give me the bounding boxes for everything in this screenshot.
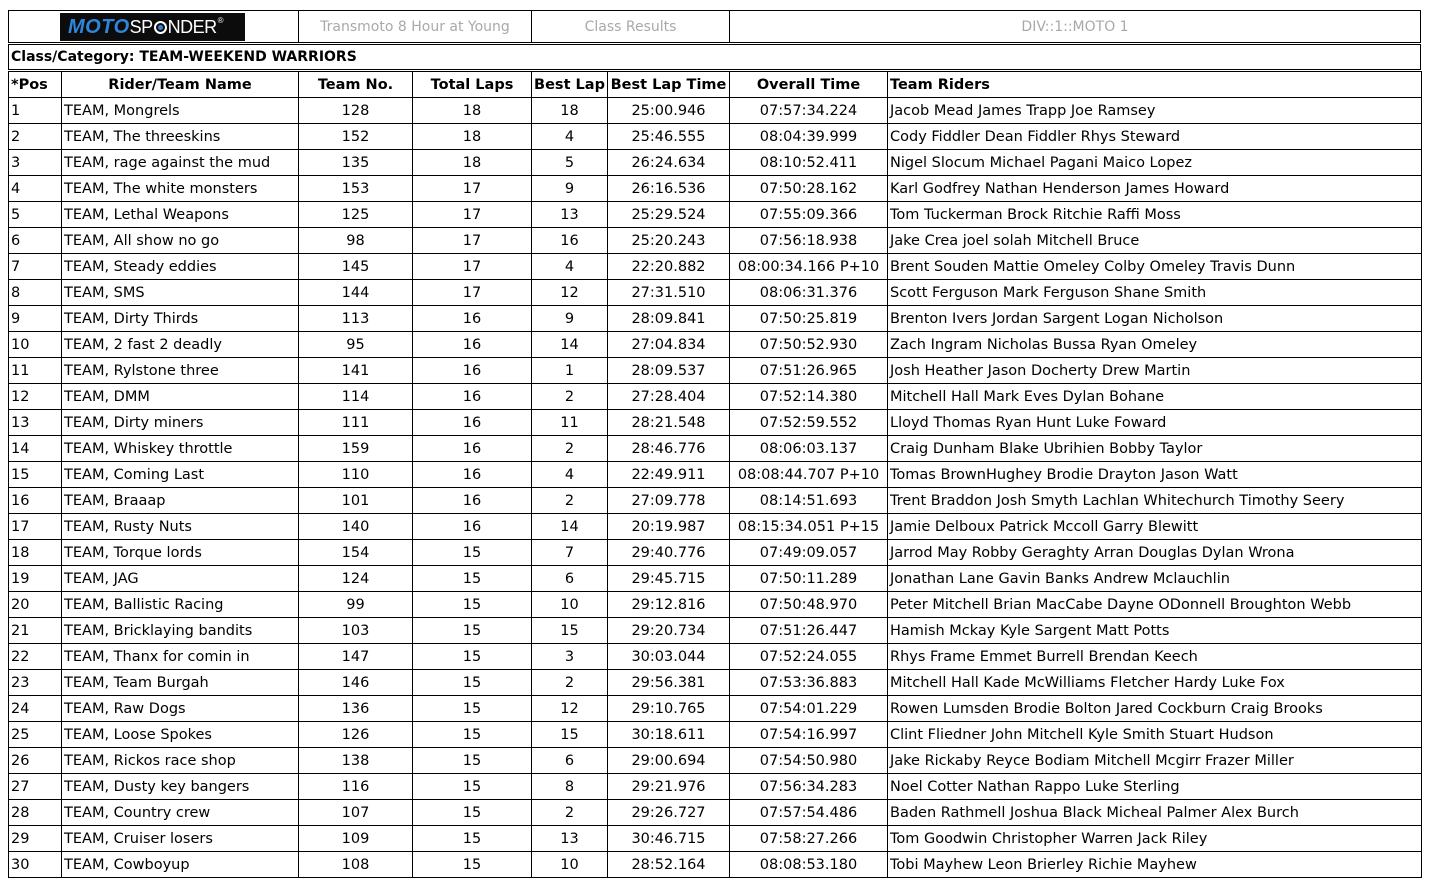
cell-total-laps: 17 [413, 176, 532, 202]
cell-team-riders: Nigel Slocum Michael Pagani Maico Lopez [888, 150, 1422, 176]
cell-team-name: TEAM, JAG [62, 566, 299, 592]
cell-best-lap: 4 [532, 462, 608, 488]
cell-total-laps: 17 [413, 202, 532, 228]
table-row [9, 410, 1422, 436]
cell-overall-time: 08:08:44.707 P+10 [730, 462, 888, 488]
cell-best-lap-time: 29:00.694 [608, 748, 730, 774]
cell-pos: 17 [9, 514, 62, 540]
cell-best-lap-time: 27:09.778 [608, 488, 730, 514]
cell-overall-time: 07:50:52.930 [730, 332, 888, 358]
cell-total-laps: 15 [413, 696, 532, 722]
cell-overall-time: 07:50:25.819 [730, 306, 888, 332]
cell-best-lap: 5 [532, 150, 608, 176]
table-row [9, 722, 1422, 748]
cell-overall-time: 07:50:11.289 [730, 566, 888, 592]
cell-best-lap-time: 30:46.715 [608, 826, 730, 852]
table-row [9, 852, 1422, 878]
division-label: DIV::1::MOTO 1 [1021, 18, 1129, 35]
cell-best-lap: 15 [532, 618, 608, 644]
cell-team-no: 103 [299, 618, 413, 644]
cell-team-name: TEAM, Coming Last [62, 462, 299, 488]
cell-total-laps: 15 [413, 722, 532, 748]
col-header-total-laps: Total Laps [413, 72, 532, 98]
cell-team-no: 152 [299, 124, 413, 150]
cell-team-riders: Trent Braddon Josh Smyth Lachlan Whitechurch Timothy Seery [888, 488, 1422, 514]
table-row [9, 254, 1422, 280]
cell-best-lap-time: 30:18.611 [608, 722, 730, 748]
cell-total-laps: 15 [413, 800, 532, 826]
cell-best-lap: 14 [532, 332, 608, 358]
cell-team-riders: Peter Mitchell Brian MacCabe Dayne ODonnell Broughton Webb [888, 592, 1422, 618]
cell-overall-time: 07:50:48.970 [730, 592, 888, 618]
cell-pos: 2 [9, 124, 62, 150]
cell-best-lap-time: 29:56.381 [608, 670, 730, 696]
cell-team-riders: Jake Crea joel solah Mitchell Bruce [888, 228, 1422, 254]
cell-team-name: TEAM, Steady eddies [62, 254, 299, 280]
cell-pos: 26 [9, 748, 62, 774]
cell-overall-time: 07:54:16.997 [730, 722, 888, 748]
cell-overall-time: 07:57:34.224 [730, 98, 888, 124]
logo-sp-text: SP [129, 16, 153, 37]
cell-team-no: 159 [299, 436, 413, 462]
col-header-team-riders: Team Riders [888, 72, 1422, 98]
cell-overall-time: 07:58:27.266 [730, 826, 888, 852]
cell-best-lap-time: 28:09.841 [608, 306, 730, 332]
cell-pos: 29 [9, 826, 62, 852]
cell-overall-time: 08:14:51.693 [730, 488, 888, 514]
class-category-label: Class/Category: TEAM-WEEKEND WARRIORS [8, 44, 1421, 70]
cell-best-lap: 18 [532, 98, 608, 124]
cell-team-no: 145 [299, 254, 413, 280]
table-row [9, 670, 1422, 696]
cell-overall-time: 07:55:09.366 [730, 202, 888, 228]
cell-best-lap: 9 [532, 176, 608, 202]
cell-total-laps: 16 [413, 410, 532, 436]
cell-team-no: 128 [299, 98, 413, 124]
table-row [9, 384, 1422, 410]
cell-team-no: 140 [299, 514, 413, 540]
cell-team-name: TEAM, Dusty key bangers [62, 774, 299, 800]
cell-team-name: TEAM, Cowboyup [62, 852, 299, 878]
cell-team-riders: Craig Dunham Blake Ubrihien Bobby Taylor [888, 436, 1422, 462]
table-row [9, 488, 1422, 514]
cell-best-lap-time: 25:00.946 [608, 98, 730, 124]
cell-pos: 12 [9, 384, 62, 410]
cell-team-no: 138 [299, 748, 413, 774]
cell-best-lap: 1 [532, 358, 608, 384]
cell-pos: 10 [9, 332, 62, 358]
table-row [9, 280, 1422, 306]
cell-team-no: 124 [299, 566, 413, 592]
cell-best-lap-time: 29:20.734 [608, 618, 730, 644]
cell-team-no: 107 [299, 800, 413, 826]
cell-team-riders: Tomas BrownHughey Brodie Drayton Jason Watt [888, 462, 1422, 488]
cell-best-lap-time: 22:49.911 [608, 462, 730, 488]
table-row [9, 696, 1422, 722]
cell-pos: 9 [9, 306, 62, 332]
cell-pos: 18 [9, 540, 62, 566]
cell-overall-time: 08:00:34.166 P+10 [730, 254, 888, 280]
cell-team-riders: Clint Fliedner John Mitchell Kyle Smith Stuart Hudson [888, 722, 1422, 748]
cell-team-riders: Rhys Frame Emmet Burrell Brendan Keech [888, 644, 1422, 670]
cell-pos: 23 [9, 670, 62, 696]
cell-best-lap: 11 [532, 410, 608, 436]
cell-team-riders: Jake Rickaby Reyce Bodiam Mitchell Mcgirr Frazer Miller [888, 748, 1422, 774]
cell-team-name: TEAM, Rickos race shop [62, 748, 299, 774]
cell-total-laps: 15 [413, 748, 532, 774]
cell-overall-time: 08:08:53.180 [730, 852, 888, 878]
cell-overall-time: 07:51:26.965 [730, 358, 888, 384]
cell-total-laps: 16 [413, 358, 532, 384]
cell-team-name: TEAM, Cruiser losers [62, 826, 299, 852]
cell-pos: 5 [9, 202, 62, 228]
cell-pos: 21 [9, 618, 62, 644]
cell-pos: 28 [9, 800, 62, 826]
cell-total-laps: 15 [413, 566, 532, 592]
cell-total-laps: 15 [413, 826, 532, 852]
cell-team-riders: Scott Ferguson Mark Ferguson Shane Smith [888, 280, 1422, 306]
cell-team-no: 114 [299, 384, 413, 410]
cell-team-name: TEAM, rage against the mud [62, 150, 299, 176]
cell-team-name: TEAM, DMM [62, 384, 299, 410]
cell-total-laps: 15 [413, 644, 532, 670]
cell-best-lap-time: 29:10.765 [608, 696, 730, 722]
cell-pos: 6 [9, 228, 62, 254]
table-row [9, 202, 1422, 228]
cell-overall-time: 07:56:18.938 [730, 228, 888, 254]
cell-overall-time: 07:53:36.883 [730, 670, 888, 696]
logo-registered-mark: ® [217, 16, 224, 25]
cell-total-laps: 15 [413, 774, 532, 800]
cell-total-laps: 17 [413, 254, 532, 280]
cell-pos: 30 [9, 852, 62, 878]
cell-team-name: TEAM, Raw Dogs [62, 696, 299, 722]
table-row [9, 592, 1422, 618]
cell-team-no: 113 [299, 306, 413, 332]
cell-best-lap-time: 22:20.882 [608, 254, 730, 280]
cell-total-laps: 15 [413, 618, 532, 644]
cell-team-name: TEAM, SMS [62, 280, 299, 306]
cell-best-lap: 2 [532, 488, 608, 514]
cell-total-laps: 16 [413, 514, 532, 540]
cell-best-lap-time: 27:31.510 [608, 280, 730, 306]
logo-moto-text: MOTO [68, 15, 130, 38]
cell-team-riders: Tobi Mayhew Leon Brierley Richie Mayhew [888, 852, 1422, 878]
cell-team-riders: Mitchell Hall Kade McWilliams Fletcher Hardy Luke Fox [888, 670, 1422, 696]
cell-best-lap: 12 [532, 696, 608, 722]
cell-total-laps: 16 [413, 462, 532, 488]
cell-best-lap: 2 [532, 384, 608, 410]
cell-team-no: 136 [299, 696, 413, 722]
table-row [9, 774, 1422, 800]
table-row [9, 228, 1422, 254]
cell-total-laps: 16 [413, 384, 532, 410]
cell-best-lap: 6 [532, 566, 608, 592]
cell-team-name: TEAM, Lethal Weapons [62, 202, 299, 228]
cell-pos: 24 [9, 696, 62, 722]
cell-team-riders: Lloyd Thomas Ryan Hunt Luke Foward [888, 410, 1422, 436]
cell-team-riders: Josh Heather Jason Docherty Drew Martin [888, 358, 1422, 384]
table-row [9, 462, 1422, 488]
cell-team-riders: Jacob Mead James Trapp Joe Ramsey [888, 98, 1422, 124]
cell-best-lap-time: 26:16.536 [608, 176, 730, 202]
results-body [9, 98, 1422, 878]
cell-pos: 14 [9, 436, 62, 462]
table-row [9, 306, 1422, 332]
cell-total-laps: 16 [413, 488, 532, 514]
col-header-team-no: Team No. [299, 72, 413, 98]
cell-pos: 15 [9, 462, 62, 488]
cell-total-laps: 16 [413, 332, 532, 358]
cell-best-lap-time: 25:20.243 [608, 228, 730, 254]
cell-team-name: TEAM, Mongrels [62, 98, 299, 124]
cell-team-riders: Cody Fiddler Dean Fiddler Rhys Steward [888, 124, 1422, 150]
col-header-best-lap-time: Best Lap Time [608, 72, 730, 98]
cell-pos: 19 [9, 566, 62, 592]
cell-best-lap-time: 28:52.164 [608, 852, 730, 878]
cell-team-no: 101 [299, 488, 413, 514]
cell-total-laps: 18 [413, 150, 532, 176]
cell-team-no: 126 [299, 722, 413, 748]
cell-pos: 4 [9, 176, 62, 202]
cell-team-no: 108 [299, 852, 413, 878]
cell-best-lap-time: 26:24.634 [608, 150, 730, 176]
cell-team-riders: Tom Goodwin Christopher Warren Jack Riley [888, 826, 1422, 852]
cell-total-laps: 15 [413, 852, 532, 878]
cell-team-riders: Karl Godfrey Nathan Henderson James Howard [888, 176, 1422, 202]
cell-team-riders: Hamish Mckay Kyle Sargent Matt Potts [888, 618, 1422, 644]
cell-team-name: TEAM, Dirty miners [62, 410, 299, 436]
cell-overall-time: 07:54:01.229 [730, 696, 888, 722]
cell-best-lap-time: 28:21.548 [608, 410, 730, 436]
table-row [9, 358, 1422, 384]
cell-total-laps: 15 [413, 592, 532, 618]
cell-overall-time: 07:52:59.552 [730, 410, 888, 436]
cell-team-no: 153 [299, 176, 413, 202]
cell-team-no: 125 [299, 202, 413, 228]
cell-team-no: 111 [299, 410, 413, 436]
table-row [9, 540, 1422, 566]
cell-team-no: 110 [299, 462, 413, 488]
cell-total-laps: 16 [413, 306, 532, 332]
cell-best-lap: 4 [532, 124, 608, 150]
cell-overall-time: 07:57:54.486 [730, 800, 888, 826]
cell-team-riders: Jarrod May Robby Geraghty Arran Douglas Dylan Wrona [888, 540, 1422, 566]
table-row [9, 514, 1422, 540]
table-row [9, 748, 1422, 774]
table-row [9, 332, 1422, 358]
cell-overall-time: 08:06:31.376 [730, 280, 888, 306]
table-row [9, 826, 1422, 852]
cell-team-name: TEAM, Ballistic Racing [62, 592, 299, 618]
table-row [9, 566, 1422, 592]
cell-team-riders: Jonathan Lane Gavin Banks Andrew Mclauchlin [888, 566, 1422, 592]
cell-pos: 8 [9, 280, 62, 306]
cell-total-laps: 17 [413, 280, 532, 306]
table-row [9, 124, 1422, 150]
table-row [9, 618, 1422, 644]
results-table [8, 71, 1422, 878]
cell-best-lap: 10 [532, 852, 608, 878]
cell-pos: 25 [9, 722, 62, 748]
cell-best-lap: 2 [532, 800, 608, 826]
cell-pos: 27 [9, 774, 62, 800]
event-name: Transmoto 8 Hour at Young [299, 11, 532, 42]
cell-team-name: TEAM, Rusty Nuts [62, 514, 299, 540]
cell-team-name: TEAM, The threeskins [62, 124, 299, 150]
cell-best-lap: 9 [532, 306, 608, 332]
cell-best-lap-time: 29:21.976 [608, 774, 730, 800]
logo-cell [9, 11, 299, 42]
cell-best-lap-time: 25:29.524 [608, 202, 730, 228]
cell-pos: 22 [9, 644, 62, 670]
cell-team-riders: Baden Rathmell Joshua Black Micheal Palmer Alex Burch [888, 800, 1422, 826]
logo-ring-icon [154, 21, 167, 34]
cell-overall-time: 08:06:03.137 [730, 436, 888, 462]
table-header-row [9, 72, 1422, 98]
cell-team-name: TEAM, 2 fast 2 deadly [62, 332, 299, 358]
table-row [9, 176, 1422, 202]
logo-nder-text: NDER [167, 16, 217, 37]
cell-overall-time: 07:50:28.162 [730, 176, 888, 202]
cell-team-name: TEAM, Braaap [62, 488, 299, 514]
cell-team-name: TEAM, Whiskey throttle [62, 436, 299, 462]
cell-best-lap-time: 27:28.404 [608, 384, 730, 410]
cell-team-riders: Zach Ingram Nicholas Bussa Ryan Omeley [888, 332, 1422, 358]
cell-total-laps: 16 [413, 436, 532, 462]
cell-overall-time: 07:52:14.380 [730, 384, 888, 410]
cell-total-laps: 18 [413, 124, 532, 150]
table-row [9, 436, 1422, 462]
cell-pos: 20 [9, 592, 62, 618]
cell-team-name: TEAM, Country crew [62, 800, 299, 826]
motosponder-logo [60, 13, 245, 41]
cell-team-riders: Jamie Delboux Patrick Mccoll Garry Blewitt [888, 514, 1422, 540]
cell-best-lap: 2 [532, 670, 608, 696]
cell-overall-time: 08:10:52.411 [730, 150, 888, 176]
cell-best-lap: 7 [532, 540, 608, 566]
cell-best-lap-time: 29:40.776 [608, 540, 730, 566]
report-type: Class Results [532, 11, 730, 42]
cell-total-laps: 15 [413, 670, 532, 696]
cell-best-lap-time: 25:46.555 [608, 124, 730, 150]
cell-team-name: TEAM, Bricklaying bandits [62, 618, 299, 644]
cell-overall-time: 07:51:26.447 [730, 618, 888, 644]
cell-team-no: 144 [299, 280, 413, 306]
cell-best-lap-time: 28:09.537 [608, 358, 730, 384]
cell-team-no: 146 [299, 670, 413, 696]
cell-best-lap: 14 [532, 514, 608, 540]
cell-overall-time: 07:52:24.055 [730, 644, 888, 670]
cell-best-lap: 13 [532, 826, 608, 852]
cell-overall-time: 07:54:50.980 [730, 748, 888, 774]
cell-team-riders: Brenton Ivers Jordan Sargent Logan Nicholson [888, 306, 1422, 332]
cell-team-name: TEAM, Rylstone three [62, 358, 299, 384]
cell-best-lap-time: 29:12.816 [608, 592, 730, 618]
table-row [9, 98, 1422, 124]
cell-pos: 7 [9, 254, 62, 280]
cell-overall-time: 07:56:34.283 [730, 774, 888, 800]
cell-total-laps: 15 [413, 540, 532, 566]
cell-best-lap-time: 29:45.715 [608, 566, 730, 592]
cell-team-name: TEAM, Loose Spokes [62, 722, 299, 748]
cell-total-laps: 18 [413, 98, 532, 124]
cell-overall-time: 08:04:39.999 [730, 124, 888, 150]
cell-pos: 3 [9, 150, 62, 176]
cell-best-lap: 13 [532, 202, 608, 228]
cell-team-no: 95 [299, 332, 413, 358]
cell-team-name: TEAM, All show no go [62, 228, 299, 254]
cell-best-lap: 2 [532, 436, 608, 462]
cell-team-no: 154 [299, 540, 413, 566]
cell-team-no: 141 [299, 358, 413, 384]
cell-team-name: TEAM, The white monsters [62, 176, 299, 202]
cell-best-lap-time: 30:03.044 [608, 644, 730, 670]
cell-best-lap-time: 20:19.987 [608, 514, 730, 540]
cell-best-lap: 6 [532, 748, 608, 774]
cell-team-riders: Noel Cotter Nathan Rappo Luke Sterling [888, 774, 1422, 800]
cell-team-name: TEAM, Team Burgah [62, 670, 299, 696]
cell-best-lap: 3 [532, 644, 608, 670]
col-header-best-lap: Best Lap [532, 72, 608, 98]
cell-pos: 16 [9, 488, 62, 514]
cell-team-no: 99 [299, 592, 413, 618]
cell-best-lap: 15 [532, 722, 608, 748]
col-header-pos: *Pos [9, 72, 62, 98]
cell-total-laps: 17 [413, 228, 532, 254]
col-header-overall-time: Overall Time [730, 72, 888, 98]
cell-team-no: 109 [299, 826, 413, 852]
cell-best-lap: 12 [532, 280, 608, 306]
cell-team-no: 147 [299, 644, 413, 670]
cell-team-name: TEAM, Dirty Thirds [62, 306, 299, 332]
table-row [9, 800, 1422, 826]
cell-team-no: 116 [299, 774, 413, 800]
table-row [9, 150, 1422, 176]
cell-team-no: 135 [299, 150, 413, 176]
cell-best-lap: 4 [532, 254, 608, 280]
cell-pos: 1 [9, 98, 62, 124]
cell-best-lap: 16 [532, 228, 608, 254]
cell-team-riders: Rowen Lumsden Brodie Bolton Jared Cockburn Craig Brooks [888, 696, 1422, 722]
cell-team-name: TEAM, Thanx for comin in [62, 644, 299, 670]
table-row [9, 644, 1422, 670]
report-header [8, 10, 1421, 43]
cell-team-no: 98 [299, 228, 413, 254]
cell-overall-time: 07:49:09.057 [730, 540, 888, 566]
cell-overall-time: 08:15:34.051 P+15 [730, 514, 888, 540]
cell-team-name: TEAM, Torque lords [62, 540, 299, 566]
cell-best-lap-time: 29:26.727 [608, 800, 730, 826]
cell-team-riders: Tom Tuckerman Brock Ritchie Raffi Moss [888, 202, 1422, 228]
cell-team-riders: Brent Souden Mattie Omeley Colby Omeley Travis Dunn [888, 254, 1422, 280]
cell-pos: 13 [9, 410, 62, 436]
cell-best-lap: 8 [532, 774, 608, 800]
col-header-team-name: Rider/Team Name [62, 72, 299, 98]
cell-best-lap: 10 [532, 592, 608, 618]
cell-best-lap-time: 28:46.776 [608, 436, 730, 462]
cell-pos: 11 [9, 358, 62, 384]
cell-best-lap-time: 27:04.834 [608, 332, 730, 358]
cell-team-riders: Mitchell Hall Mark Eves Dylan Bohane [888, 384, 1422, 410]
